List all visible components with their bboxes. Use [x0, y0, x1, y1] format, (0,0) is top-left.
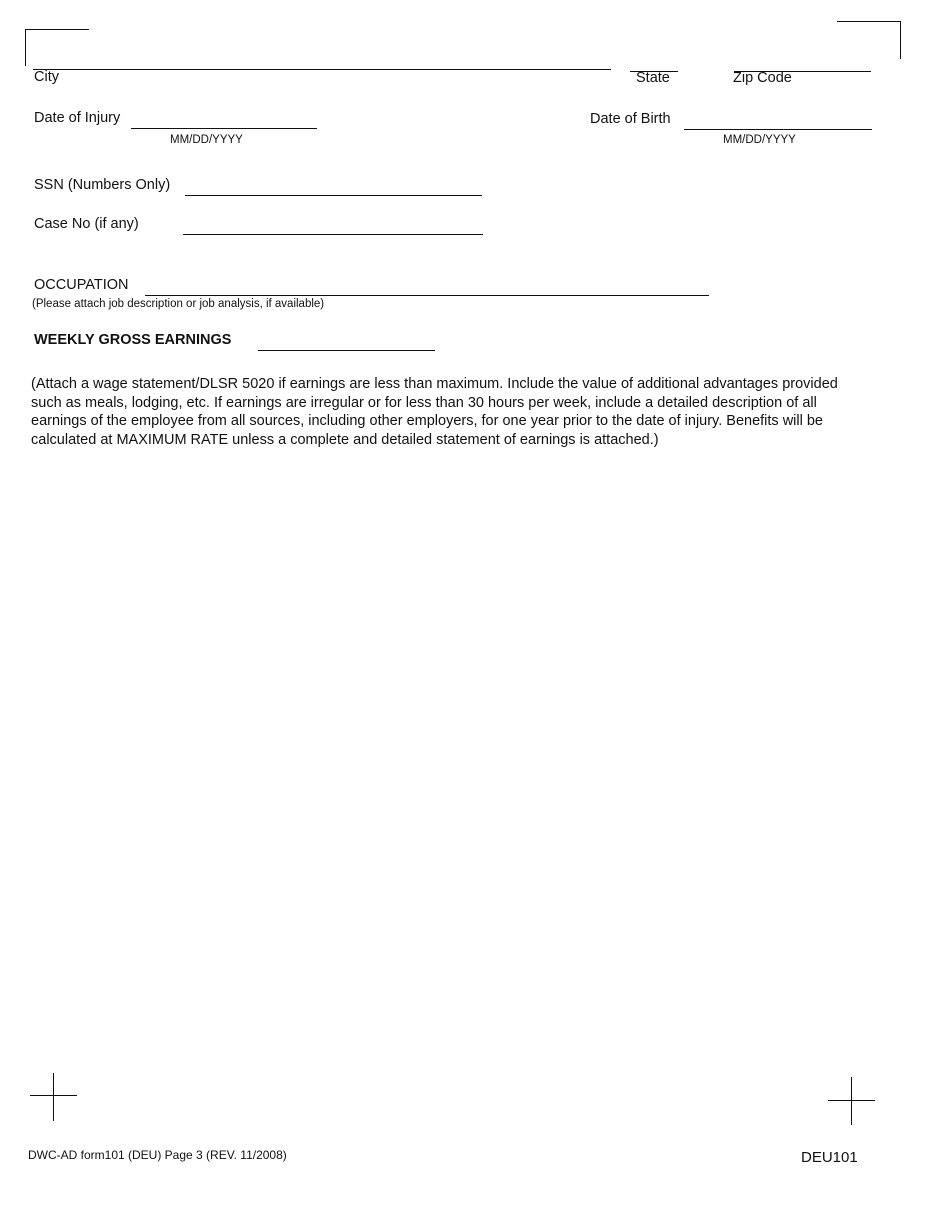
form-code-footer: DEU101 — [801, 1149, 858, 1166]
date-of-injury-format-hint: MM/DD/YYYY — [170, 134, 243, 146]
occupation-field[interactable] — [145, 295, 709, 296]
state-label: State — [636, 70, 670, 86]
earnings-instructions: (Attach a wage statement/DLSR 5020 if earnings are less than maximum. Include the value of additional advantages provided such as meals, lodging, etc. If earnings are irregular or for less than 30 hours per week, include a detailed description of all earnings of the employee from all sources, including other employers, for one year prior to the date of injury. Benefits will be calculated at MAXIMUM RATE unless a complete and detailed statement of earnings is attached.) — [31, 376, 838, 448]
date-of-injury-field[interactable] — [131, 128, 317, 129]
date-of-birth-field[interactable] — [684, 129, 872, 130]
city-label: City — [34, 69, 59, 85]
weekly-gross-earnings-label: WEEKLY GROSS EARNINGS — [34, 332, 232, 348]
weekly-gross-earnings-field[interactable] — [258, 350, 435, 351]
ssn-field[interactable] — [185, 195, 482, 196]
occupation-note: (Please attach job description or job analysis, if available) — [32, 298, 325, 310]
zip-code-label: Zip Code — [733, 70, 792, 86]
date-of-injury-label: Date of Injury — [34, 110, 121, 126]
occupation-label: OCCUPATION — [34, 277, 129, 293]
date-of-birth-format-hint: MM/DD/YYYY — [723, 134, 796, 146]
form-id-footer: DWC-AD form101 (DEU) Page 3 (REV. 11/2008) — [28, 1148, 287, 1162]
date-of-birth-label: Date of Birth — [590, 111, 671, 127]
case-no-field[interactable] — [183, 234, 483, 235]
city-field[interactable] — [33, 69, 611, 70]
case-no-label: Case No (if any) — [34, 216, 139, 232]
ssn-label: SSN (Numbers Only) — [34, 177, 171, 193]
